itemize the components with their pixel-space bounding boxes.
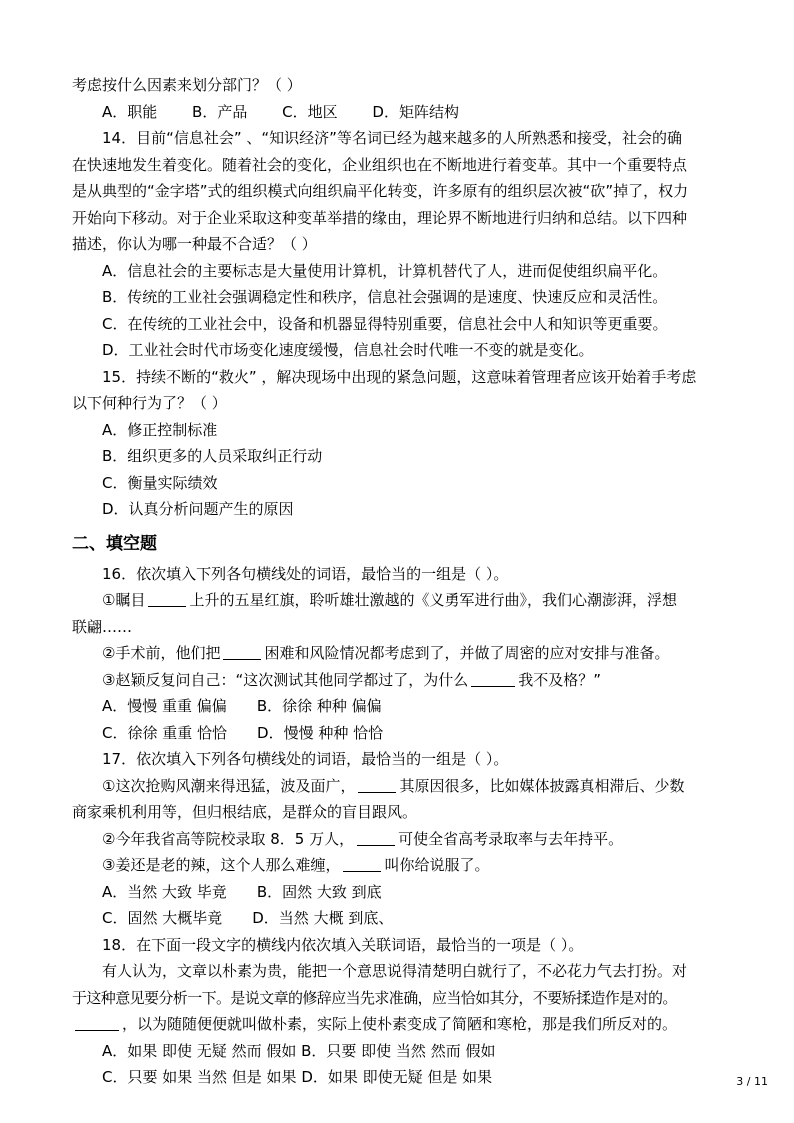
q18-blank — [75, 1014, 119, 1031]
q17-options-ab — [72, 879, 722, 906]
q14-option-b: B．传统的工业社会强调稳定性和秩序，信息社会强调的是速度、快速反应和灵活性。 — [102, 288, 668, 306]
q18-options-cd: C．只要 如果 当然 但是 如果 D．如果 即使无疑 但是 如果 — [102, 1068, 493, 1086]
q17-s1-text-b: 其原因很多，比如媒体披露真相滞后、少数 — [399, 776, 685, 795]
q13-option-b: B．产品 — [192, 102, 248, 121]
q13-option-c: C．地区 — [282, 102, 338, 121]
q17-blank-2 — [357, 829, 395, 846]
q16-option-b: B．徐徐 种种 偏偏 — [256, 697, 382, 715]
q14-line-2: 在快速地发生着变化。随着社会的变化，企业组织也在不断地进行着变革。其中一个重要特点 — [72, 155, 688, 174]
q13-stem-tail: 考虑按什么因素来划分部门？（ ） — [72, 76, 302, 94]
q16-s3-text-a: ③赵颖反复问自己：“这次测试其他同学都过了，为什么 — [102, 670, 469, 689]
q17-sentence-1-cont: 商家乘机利用等，但归根结底，是群众的盲目跟风。 — [72, 803, 418, 821]
q17-option-b: B．固然 大致 到底 — [256, 882, 382, 901]
q16-s1-text-b: 上升的五星红旗，聆听雄壮激越的《义勇军进行曲》，我们心潮澎湃，浮想 — [189, 591, 677, 609]
q18-options-ab: A．如果 即使 无疑 然而 假如 B．只要 即使 当然 然而 假如 — [102, 1041, 496, 1060]
q18-stem: 18．在下面一段文字的横线内依次填入关联词语，最恰当的一项是（ ）。 — [102, 935, 584, 954]
q13-options — [72, 99, 722, 126]
q17-s2-text-b: 可使全省高考录取率与去年持平。 — [398, 829, 624, 848]
q15-option-c: C．衡量实际绩效 — [102, 473, 218, 492]
q14-option-a: A．信息社会的主要标志是大量使用计算机，计算机替代了人，进而促使组织扁平化。 — [102, 261, 668, 280]
q17-s2-text-a: ②今年我省高等院校录取 8．5 万人， — [102, 829, 355, 848]
q18-paragraph-line-2: 于这种意见要分析一下。是说文章的修辞应当先求准确，应当恰如其分，不要矫揉造作是对的。 — [72, 988, 677, 1007]
q17-sentence-1 — [72, 773, 722, 800]
q16-blank-3 — [471, 670, 515, 687]
q16-s2-text-a: ②手术前，他们把 — [102, 644, 221, 662]
q17-option-a: A．当然 大致 毕竟 — [102, 882, 227, 901]
q15-option-a: A．修正控制标准 — [102, 420, 218, 439]
q16-stem: 16．依次填入下列各句横线处的词语，最恰当的一组是（ ）。 — [102, 564, 509, 583]
q17-s3-text-b: 叫你给说服了。 — [384, 856, 490, 874]
q16-blank-1 — [148, 590, 186, 607]
q16-option-d: D．慢慢 种种 恰恰 — [257, 723, 384, 742]
q18-p3-text: ，以为随随便便就叫做朴素，实际上使朴素变成了简陋和寒枪，那是我们所反对的。 — [122, 1015, 678, 1033]
q14-line-4: 开始向下移动。对于企业采取这种变革举措的缘由，理论界不断地进行归纳和总结。以下四种 — [72, 208, 688, 227]
section-heading-fill-blank: 二、填空题 — [72, 533, 157, 554]
q17-stem: 17．依次填入下列各句横线处的词语，最恰当的一组是（ ）。 — [102, 750, 509, 768]
q14-option-d: D．工业社会时代市场变化速度缓慢，信息社会时代唯一不变的就是变化。 — [102, 341, 594, 359]
q16-option-c: C．徐徐 重重 恰恰 — [102, 723, 228, 742]
q16-s2-text-b: 困难和风险情况都考虑到了，并做了周密的应对安排与准备。 — [264, 644, 670, 662]
q18-paragraph-line-1: 有人认为，文章以朴素为贵，能把一个意思说得清楚明白就行了，不必花力气去打扮。对 — [102, 962, 688, 980]
q16-sentence-1 — [72, 587, 722, 614]
q14-line-5: 描述，你认为哪一种最不合适？（ ） — [72, 235, 317, 253]
q16-options-ab — [72, 693, 722, 720]
q15-line-2: 以下何种行为了？（ ） — [72, 394, 227, 412]
q16-options-cd — [72, 720, 722, 747]
q16-sentence-2 — [72, 640, 722, 667]
q17-blank-3 — [343, 855, 381, 872]
q18-paragraph-line-3 — [72, 1011, 722, 1038]
q15-option-d: D．认真分析问题产生的原因 — [102, 500, 294, 518]
q17-s3-text-a: ③姜还是老的辣，这个人那么难缠， — [102, 856, 341, 874]
q17-sentence-2 — [72, 826, 722, 853]
q17-blank-1 — [358, 776, 396, 793]
q15-line-1: 15．持续不断的“救火” ，解决现场中出现的紧急问题，这意味着管理者应该开始着手考虑 — [102, 367, 697, 386]
q13-option-a: A．职能 — [102, 102, 158, 121]
q16-blank-2 — [223, 643, 261, 660]
q14-line-1: 14．目前“信息社会” 、“知识经济”等名词已经为越来越多的人所熟悉和接受，社会的确 — [102, 129, 682, 147]
q17-sentence-3 — [72, 852, 722, 879]
q16-option-a: A．慢慢 重重 偏偏 — [102, 697, 227, 715]
page-number: 3 / 11 — [736, 1075, 768, 1088]
q16-sentence-1-cont: 联翩…… — [72, 617, 133, 636]
q16-sentence-3 — [72, 667, 722, 694]
document-page — [72, 72, 722, 1091]
q16-s1-text-a: ①瞩目 — [102, 591, 146, 609]
q15-option-b: B．组织更多的人员采取纠正行动 — [102, 447, 323, 465]
q16-s3-text-b: 我不及格？” — [518, 670, 602, 689]
q17-option-c: C．固然 大概毕竟 — [102, 909, 223, 927]
q17-options-cd — [72, 905, 722, 932]
q14-option-c: C．在传统的工业社会中，设备和机器显得特别重要，信息社会中人和知识等更重要。 — [102, 314, 668, 333]
q17-option-d: D．当然 大概 到底、 — [252, 909, 394, 927]
q13-option-d: D．矩阵结构 — [372, 102, 459, 121]
q14-line-3: 是从典型的“金字塔”式的组织模式向组织扁平化转变，许多原有的组织层次被“砍”掉了，权力 — [72, 182, 689, 200]
q17-s1-text-a: ①这次抢购风潮来得迅猛，波及面广， — [102, 776, 356, 795]
